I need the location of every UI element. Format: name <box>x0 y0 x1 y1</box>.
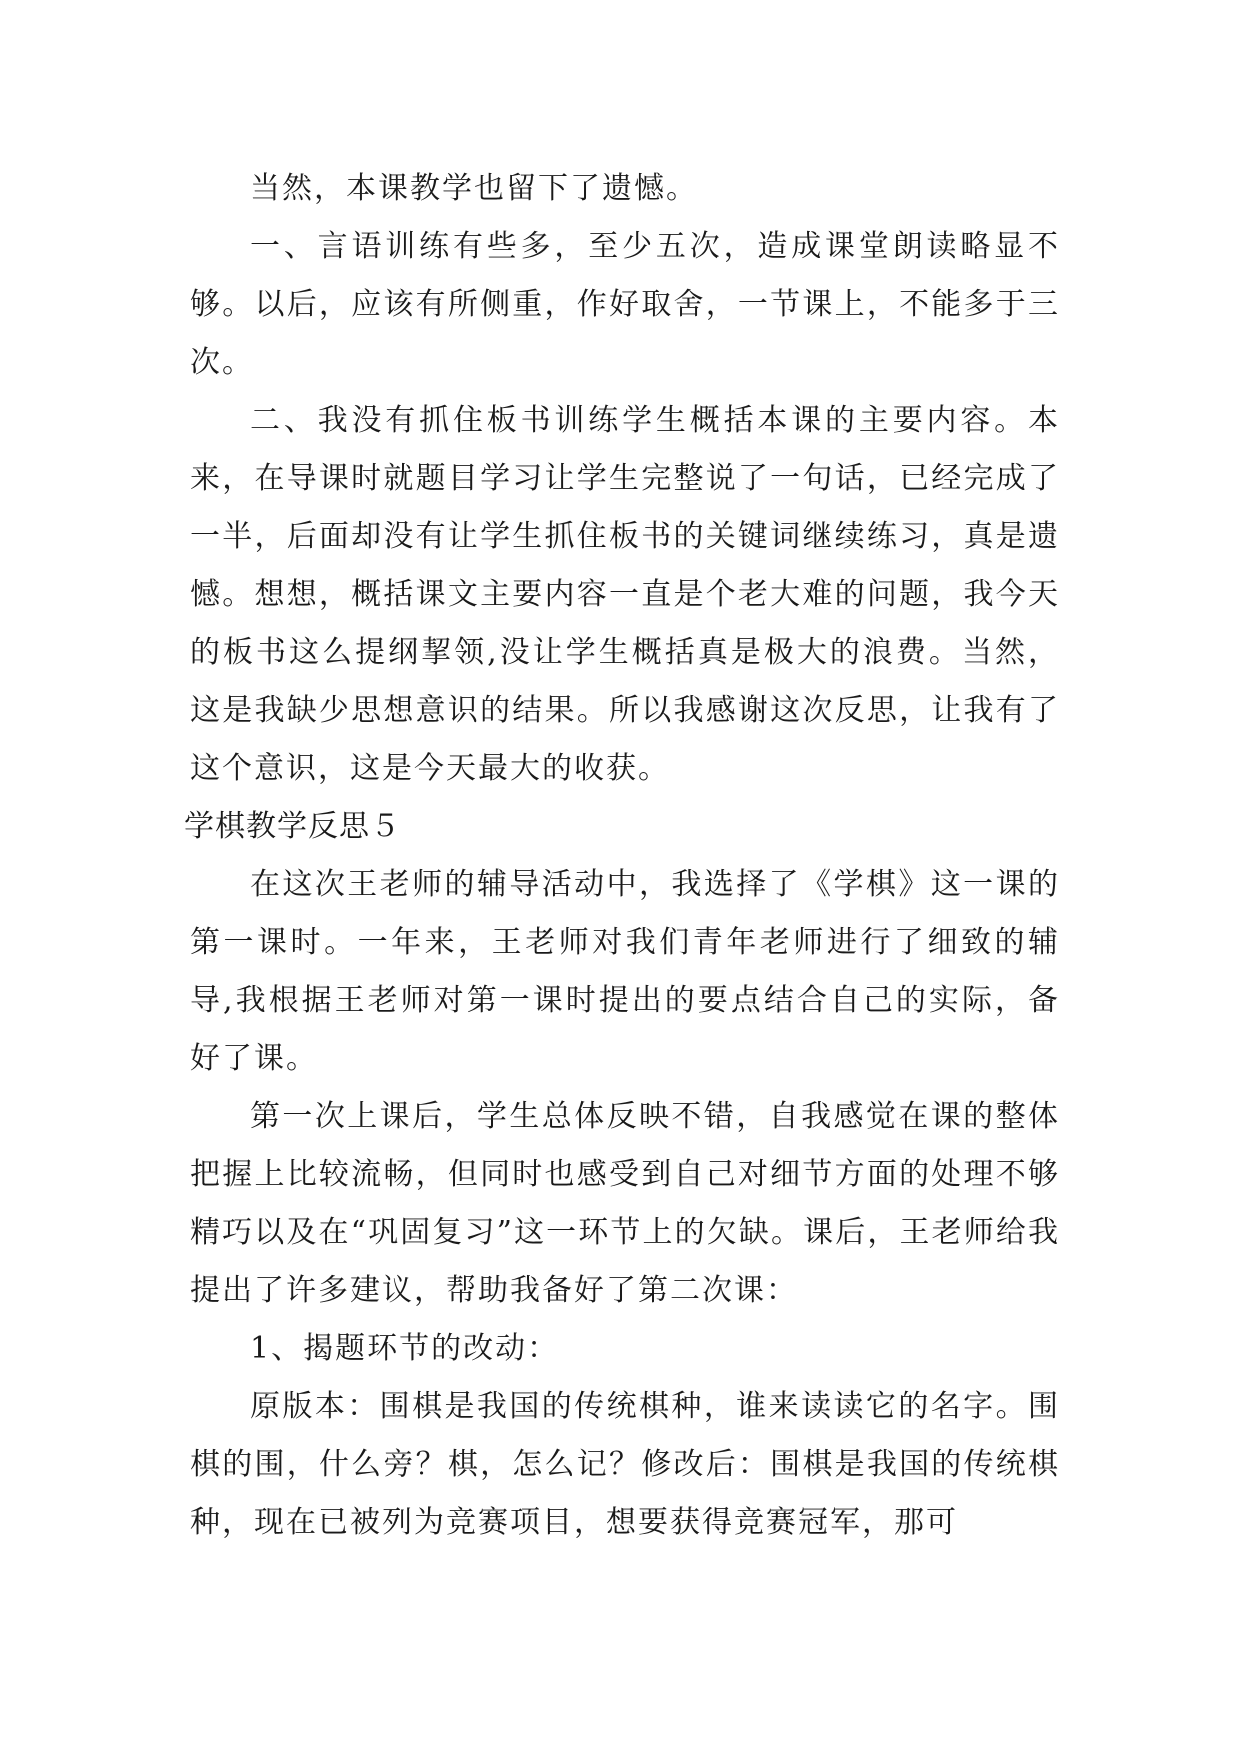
paragraph: 第一次上课后，学生总体反映不错，自我感觉在课的整体把握上比较流畅，但同时也感受到自己对细节方面的处理不够精巧以及在“巩固复习”这一环节上的欠缺。课后，王老师给我提出了许多建议，帮助我备好了第二次课： <box>190 1099 1060 1308</box>
paragraph: 当然，本课教学也留下了遗憾。 <box>250 171 698 206</box>
section-heading: 学棋教学反思５ <box>184 809 401 844</box>
paragraph: 原版本：围棋是我国的传统棋种，谁来读读它的名字。围棋的围，什么旁？棋，怎么记？修改后：围棋是我国的传统棋种，现在已被列为竞赛项目，想要获得竞赛冠军，那可 <box>190 1389 1060 1540</box>
paragraph: 在这次王老师的辅导活动中，我选择了《学棋》这一课的第一课时。一年来，王老师对我们青年老师进行了细致的辅导,我根据王老师对第一课时提出的要点结合自己的实际，备好了课。 <box>190 867 1060 1076</box>
document-body <box>184 160 1060 1552</box>
paragraph: 一、言语训练有些多，至少五次，造成课堂朗读略显不够。以后，应该有所侧重，作好取舍，一节课上，不能多于三次。 <box>190 229 1060 380</box>
paragraph: 二、我没有抓住板书训练学生概括本课的主要内容。本来，在导课时就题目学习让学生完整说了一句话，已经完成了一半，后面却没有让学生抓住板书的关键词继续练习，真是遗憾。想想，概括课文主要内容一直是个老大难的问题，我今天的板书这么提纲挈领,没让学生概括真是极大的浪费。当然，这是我缺少思想意识的结果。所以我感谢这次反思，让我有了这个意识，这是今天最大的收获。 <box>190 403 1060 786</box>
paragraph: 1、揭题环节的改动： <box>250 1331 560 1366</box>
